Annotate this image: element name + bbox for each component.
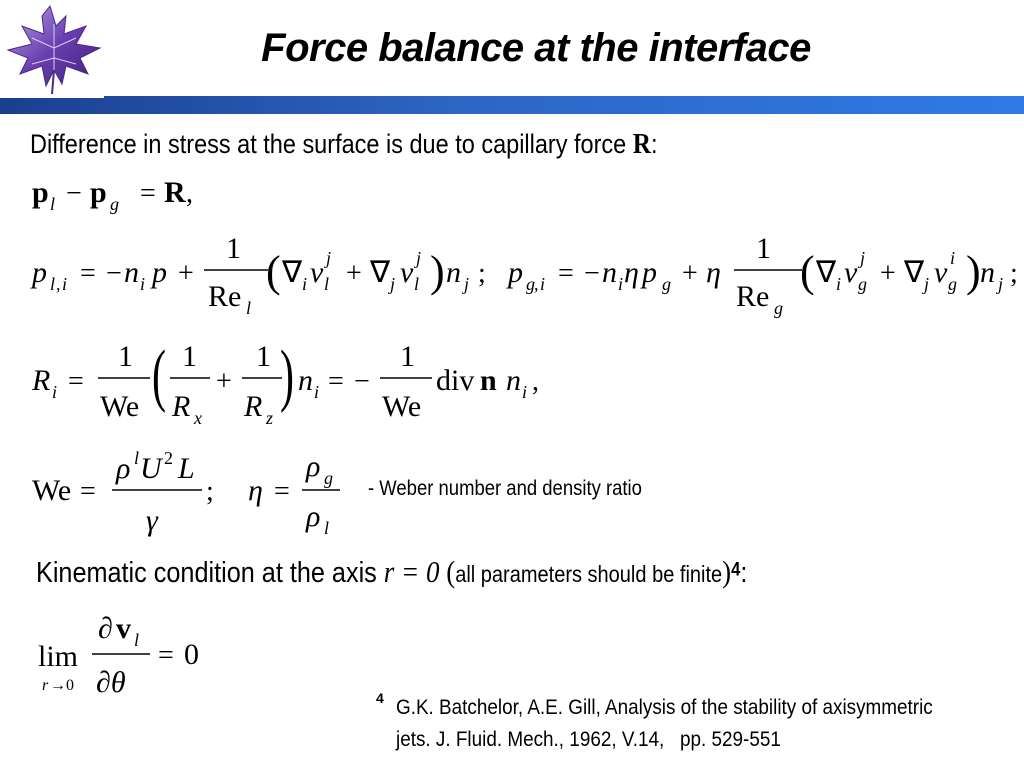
- svg-text:=: =: [558, 258, 574, 289]
- intro-sentence: Difference in stress at the surface is due to capillary force: [30, 129, 633, 159]
- svg-text:→: →: [50, 677, 66, 694]
- svg-text:i: i: [836, 274, 842, 294]
- svg-text:,: ,: [532, 366, 539, 397]
- kinematic-text: [36, 554, 747, 590]
- svg-text:l: l: [134, 630, 140, 650]
- svg-text:j: j: [326, 248, 332, 268]
- slide-title: Force balance at the interface: [261, 26, 811, 70]
- svg-text:i: i: [314, 382, 320, 402]
- svg-text:2: 2: [164, 448, 173, 468]
- header-bar: [0, 96, 1024, 114]
- svg-text:Re: Re: [208, 280, 242, 313]
- svg-text:(: (: [266, 247, 281, 296]
- svg-text:j: j: [416, 248, 422, 268]
- svg-text:lim: lim: [38, 640, 79, 673]
- kinematic-colon: :: [740, 557, 748, 589]
- equation-stress-components: [28, 228, 1024, 328]
- svg-text:+: +: [682, 258, 698, 289]
- svg-text:=: =: [328, 366, 344, 397]
- svg-text:=: =: [140, 178, 156, 209]
- svg-text:n: n: [446, 256, 461, 289]
- equation-capillary-force: [28, 334, 568, 434]
- weber-note: - Weber number and density ratio: [368, 477, 642, 500]
- svg-text:i: i: [540, 274, 546, 294]
- svg-text:∂: ∂: [98, 612, 113, 645]
- svg-text:l: l: [246, 298, 252, 318]
- intro-colon: :: [650, 129, 658, 159]
- svg-text:+: +: [178, 258, 194, 289]
- svg-text:R: R: [32, 364, 51, 397]
- svg-text:=: =: [68, 366, 84, 397]
- svg-text:1: 1: [118, 340, 133, 373]
- svg-text:∇: ∇: [370, 256, 391, 289]
- svg-text:g: g: [110, 194, 119, 214]
- svg-text:,: ,: [186, 178, 193, 209]
- svg-text:η: η: [624, 256, 639, 289]
- reference-line-1: G.K. Batchelor, A.E. Gill, Analysis of the stability of axisymmetric: [396, 696, 933, 719]
- svg-text:n: n: [980, 256, 995, 289]
- svg-text:g: g: [662, 274, 671, 294]
- svg-text:∂θ: ∂θ: [96, 666, 126, 699]
- svg-text:l: l: [324, 274, 330, 294]
- svg-text:γ: γ: [146, 504, 158, 537]
- svg-text:j: j: [998, 274, 1004, 294]
- svg-text:): ): [280, 337, 294, 414]
- svg-text:ρ: ρ: [306, 450, 321, 483]
- svg-text:∇: ∇: [904, 256, 925, 289]
- svg-text:i: i: [618, 274, 624, 294]
- svg-text:η: η: [706, 256, 721, 289]
- svg-text:l: l: [50, 194, 56, 214]
- svg-text:1: 1: [756, 232, 771, 265]
- svg-text:η: η: [248, 474, 263, 507]
- svg-text:div: div: [436, 364, 475, 397]
- svg-text:): ): [966, 247, 981, 296]
- svg-text:We: We: [100, 390, 140, 423]
- svg-text:): ): [430, 247, 445, 296]
- svg-text:−: −: [354, 366, 370, 397]
- svg-text:∇: ∇: [816, 256, 837, 289]
- svg-text:;: ;: [1010, 258, 1018, 289]
- kinematic-sentence: Kinematic condition at the axis: [36, 557, 384, 589]
- svg-text:j: j: [924, 274, 930, 294]
- svg-text:We: We: [382, 390, 422, 423]
- svg-text:1: 1: [182, 340, 197, 373]
- svg-text:+: +: [346, 258, 362, 289]
- svg-text:,: ,: [56, 274, 61, 294]
- svg-text:0: 0: [66, 677, 74, 694]
- svg-text:0: 0: [184, 638, 199, 671]
- svg-text:L: L: [178, 452, 195, 485]
- svg-text:=: =: [274, 476, 290, 507]
- svg-text:R: R: [164, 176, 186, 209]
- paren-close: ): [722, 554, 732, 589]
- svg-text:i: i: [140, 274, 146, 294]
- svg-text:+: +: [216, 366, 232, 397]
- svg-text:z: z: [266, 408, 274, 428]
- svg-text:v: v: [844, 256, 858, 289]
- svg-text:j: j: [390, 274, 396, 294]
- svg-text:l: l: [324, 518, 330, 538]
- svg-text:=: =: [158, 640, 174, 671]
- svg-text:R: R: [172, 390, 191, 423]
- svg-text:i: i: [62, 274, 68, 294]
- svg-text:n: n: [124, 256, 139, 289]
- svg-text:v: v: [116, 612, 131, 645]
- svg-text:=: =: [80, 258, 96, 289]
- svg-text:p: p: [90, 176, 107, 209]
- svg-text:U: U: [140, 452, 162, 485]
- svg-text:v: v: [934, 256, 948, 289]
- svg-text:p: p: [642, 256, 657, 289]
- svg-text:v: v: [310, 256, 324, 289]
- svg-text:ρ: ρ: [306, 500, 321, 533]
- svg-text:We: We: [32, 474, 72, 507]
- svg-text:g: g: [774, 298, 783, 318]
- header-bar-notch: [0, 96, 104, 98]
- svg-text:p: p: [32, 256, 47, 289]
- equation-stress-difference: [28, 172, 228, 218]
- svg-text:n: n: [298, 364, 313, 397]
- reference: [396, 692, 933, 756]
- svg-text:r: r: [42, 677, 49, 694]
- svg-text:1: 1: [400, 340, 415, 373]
- svg-text:l: l: [414, 274, 420, 294]
- svg-text:i: i: [302, 274, 308, 294]
- svg-text:1: 1: [226, 232, 241, 265]
- svg-text:x: x: [194, 408, 202, 428]
- svg-text:+: +: [880, 258, 896, 289]
- equation-weber-density: [28, 446, 368, 542]
- svg-text:Re: Re: [736, 280, 770, 313]
- svg-text:ρ: ρ: [116, 452, 131, 485]
- svg-text:,: ,: [534, 274, 539, 294]
- svg-text:=: =: [80, 476, 96, 507]
- svg-text:∇: ∇: [282, 256, 303, 289]
- svg-text:i: i: [950, 248, 956, 268]
- svg-text:−: −: [106, 258, 122, 289]
- svg-text:l: l: [134, 448, 140, 468]
- svg-text:g: g: [948, 274, 957, 294]
- svg-text:n: n: [506, 364, 521, 397]
- svg-text:−: −: [584, 258, 600, 289]
- reference-line-2: jets. J. Fluid. Mech., 1962, V.14, pp. 529-551: [396, 728, 781, 751]
- paren-open: (: [446, 554, 456, 589]
- svg-text:l: l: [50, 274, 56, 294]
- finite-note: all parameters should be finite: [455, 561, 723, 587]
- svg-text:;: ;: [478, 258, 486, 289]
- svg-text:g: g: [526, 274, 535, 294]
- svg-text:1: 1: [256, 340, 271, 373]
- svg-text:p: p: [508, 256, 523, 289]
- svg-text:(: (: [800, 247, 815, 296]
- svg-text:n: n: [602, 256, 617, 289]
- svg-text:v: v: [400, 256, 414, 289]
- svg-text:g: g: [858, 274, 867, 294]
- svg-text:(: (: [152, 337, 166, 414]
- svg-text:n: n: [480, 364, 497, 397]
- svg-text:g: g: [324, 468, 333, 488]
- footnote-marker: 4: [731, 559, 741, 581]
- reference-number: 4: [376, 690, 384, 706]
- svg-text:R: R: [244, 390, 263, 423]
- svg-text:p: p: [152, 256, 167, 289]
- equation-limit: [28, 604, 228, 704]
- svg-text:i: i: [52, 382, 58, 402]
- svg-text:;: ;: [206, 476, 214, 507]
- axis-condition: r = 0: [383, 554, 440, 589]
- svg-text:−: −: [66, 178, 82, 209]
- svg-text:j: j: [464, 274, 470, 294]
- svg-text:j: j: [860, 248, 866, 268]
- svg-text:p: p: [32, 176, 49, 209]
- intro-text: [30, 128, 658, 161]
- capillary-force-symbol: R: [632, 128, 651, 160]
- svg-text:i: i: [522, 382, 528, 402]
